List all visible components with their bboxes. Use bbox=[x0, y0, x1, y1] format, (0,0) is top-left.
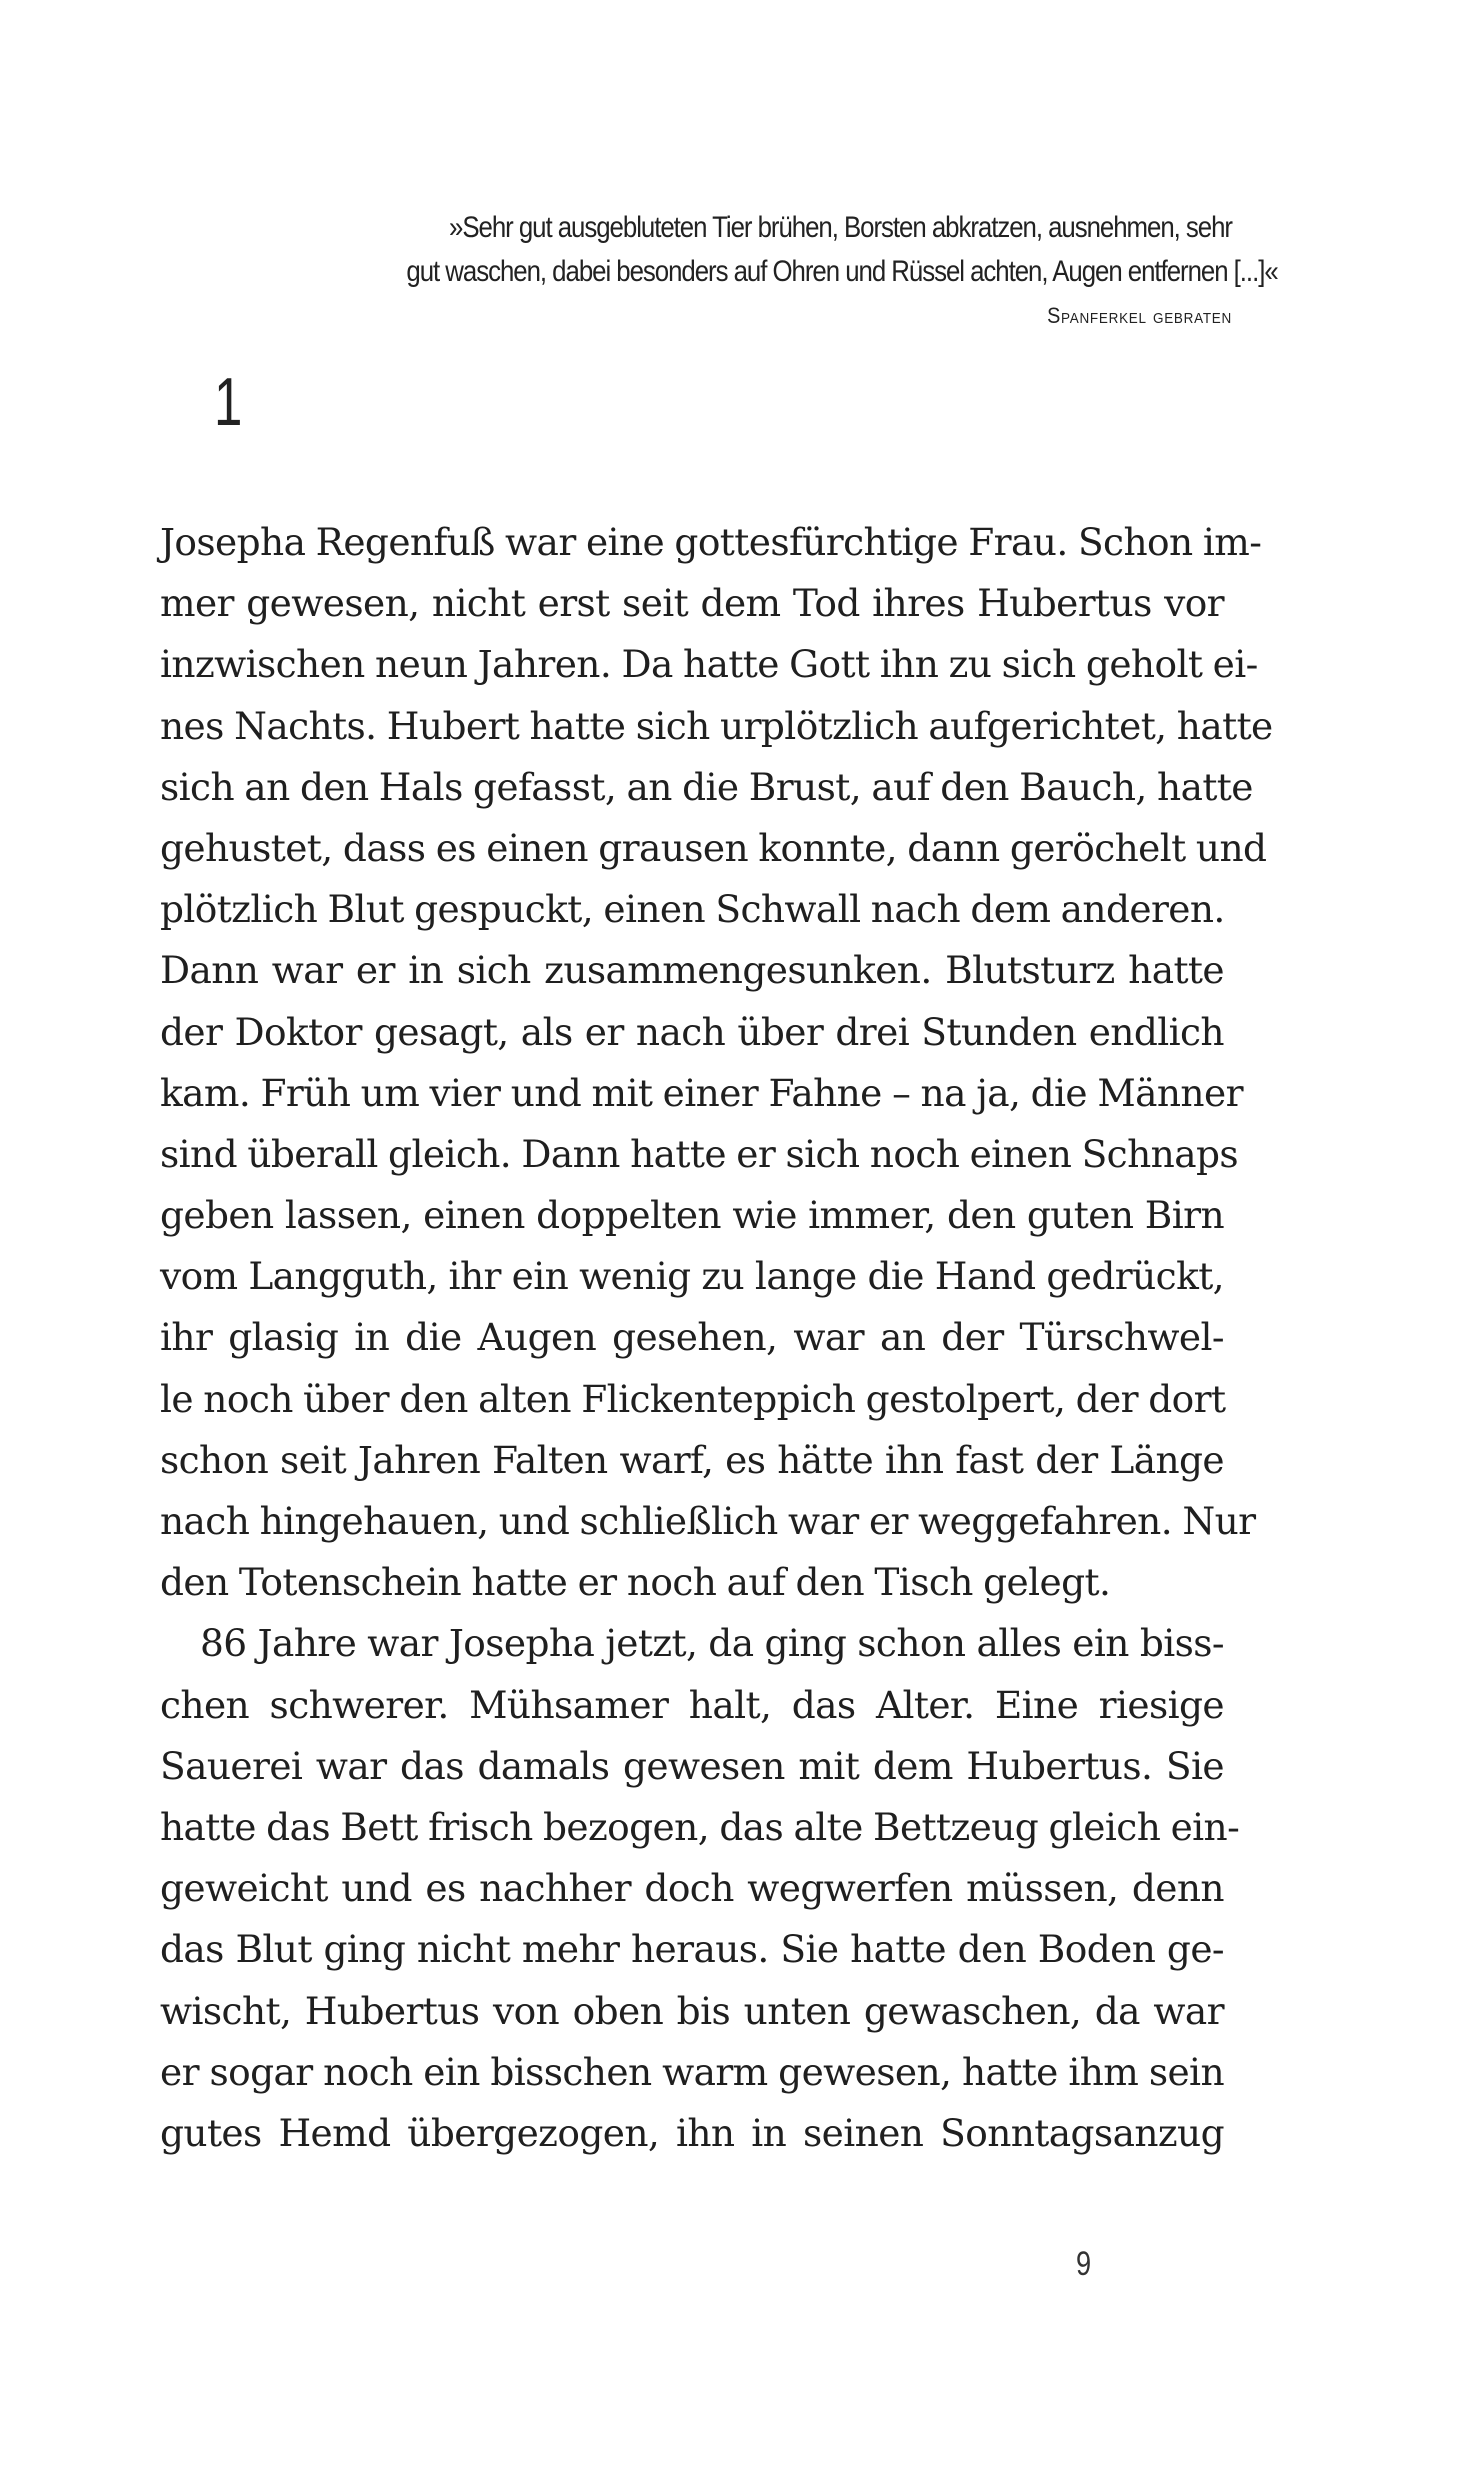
text-line: wischt, Hubertus von oben bis unten gewaschen, da war bbox=[160, 1988, 1224, 2033]
text-line: gutes Hemd übergezogen, ihn in seinen Sonntagsanzug bbox=[160, 2110, 1224, 2155]
epigraph-source: Spanferkel gebraten bbox=[1047, 303, 1232, 328]
text-line: der Doktor gesagt, als er nach über drei Stunden endlich bbox=[160, 1009, 1224, 1054]
text-line: geben lassen, einen doppelten wie immer, den guten Birn bbox=[160, 1193, 1224, 1238]
text-line: kam. Früh um vier und mit einer Fahne – na ja, die Männer bbox=[160, 1070, 1243, 1115]
text-line: nach hingehauen, und schließlich war er weggefahren. Nur bbox=[160, 1499, 1256, 1543]
text-line: plötzlich Blut gespuckt, einen Schwall nach dem anderen. bbox=[160, 887, 1225, 932]
text-line: das Blut ging nicht mehr heraus. Sie hatte den Boden ge- bbox=[160, 1927, 1224, 1972]
text-line: nes Nachts. Hubert hatte sich urplötzlich aufgerichtet, hatte bbox=[160, 703, 1273, 748]
text-line: inzwischen neun Jahren. Da hatte Gott ihn zu sich geholt ei- bbox=[160, 642, 1258, 687]
text-line: den Totenschein hatte er noch auf den Tisch gelegt. bbox=[160, 1560, 1111, 1605]
text-line: Sauerei war das damals gewesen mit dem Hubertus. Sie bbox=[160, 1743, 1224, 1788]
text-line: chen schwerer. Mühsamer halt, das Alter. Eine riesige bbox=[160, 1682, 1224, 1727]
body-text bbox=[160, 512, 1273, 2164]
text-line: Dann war er in sich zusammengesunken. Blutsturz hatte bbox=[160, 948, 1224, 993]
epigraph bbox=[272, 206, 1278, 336]
chapter-number: 1 bbox=[214, 364, 243, 440]
text-line: hatte das Bett frisch bezogen, das alte Bettzeug gleich ein- bbox=[160, 1804, 1240, 1849]
text-line: gehustet, dass es einen grausen konnte, dann geröchelt und bbox=[160, 825, 1267, 870]
text-line: sich an den Hals gefasst, an die Brust, auf den Bauch, hatte bbox=[160, 764, 1253, 809]
text-line: ihr glasig in die Augen gesehen, war an der Türschwel- bbox=[160, 1315, 1224, 1360]
text-line: schon seit Jahren Falten warf, es hätte ihn fast der Länge bbox=[160, 1437, 1224, 1482]
epigraph-line-2: gut waschen, dabei besonders auf Ohren und Rüssel achten, Augen entfernen [...]« bbox=[406, 255, 1278, 288]
text-line: le noch über den alten Flickenteppich gestolpert, der dort bbox=[160, 1376, 1226, 1421]
text-line: 86 Jahre war Josepha jetzt, da ging schon alles ein biss- bbox=[200, 1621, 1224, 1666]
text-line: sind überall gleich. Dann hatte er sich noch einen Schnaps bbox=[160, 1131, 1238, 1176]
page-number: 9 bbox=[1076, 2245, 1092, 2283]
epigraph-line-1: »Sehr gut ausgebluteten Tier brühen, Borsten abkratzen, ausnehmen, sehr bbox=[449, 211, 1233, 244]
text-line: geweicht und es nachher doch wegwerfen müssen, denn bbox=[160, 1866, 1224, 1911]
text-line: mer gewesen, nicht erst seit dem Tod ihres Hubertus vor bbox=[160, 581, 1224, 626]
text-line: er sogar noch ein bisschen warm gewesen, hatte ihm sein bbox=[160, 2049, 1224, 2094]
text-line: Josepha Regenfuß war eine gottesfürchtige Frau. Schon im- bbox=[160, 520, 1262, 564]
text-line: vom Langguth, ihr ein wenig zu lange die Hand gedrückt, bbox=[160, 1254, 1224, 1299]
